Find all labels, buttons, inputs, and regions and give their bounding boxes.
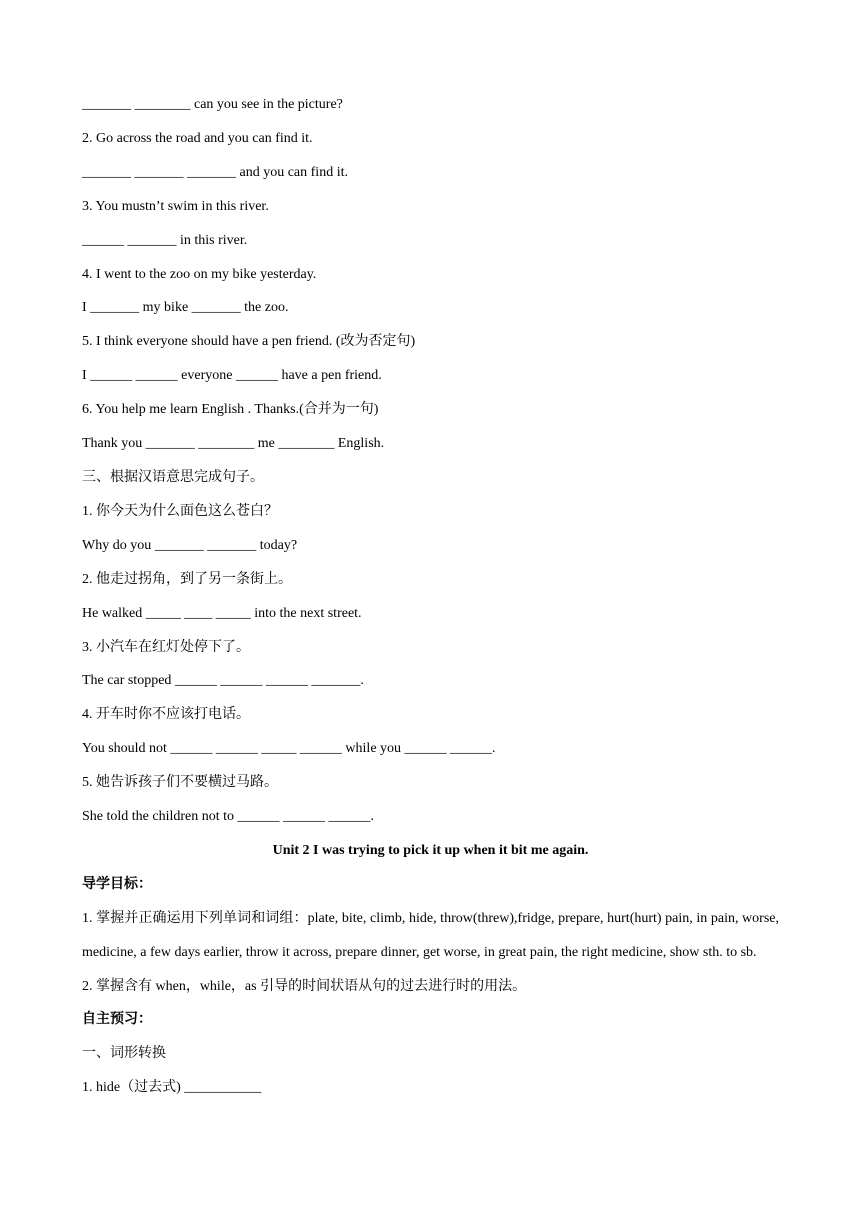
fill-blank-line-3: ______ _______ in this river. (82, 232, 248, 248)
section-heading-3: 三、根据汉语意思完成句子。 (82, 469, 264, 485)
fill-blank-line-2: _______ _______ _______ and you can find it. (82, 164, 348, 180)
exercise-item-4: 4. I went to the zoo on my bike yesterday. (82, 266, 317, 282)
word-form-item-1: 1. hide（过去式) ___________ (82, 1080, 262, 1096)
goals-heading: 导学目标： (82, 876, 152, 892)
fill-blank-line-1: _______ ________ can you see in the picture? (82, 97, 343, 112)
section-heading-1: 一、词形转换 (82, 1046, 166, 1062)
exercise-item-5: 5. I think everyone should have a pen friend. (改为否定句) (82, 334, 416, 350)
goal-item-2: 2. 掌握含有 when，while，as 引导的时间状语从句的过去进行时的用法。 (82, 978, 527, 994)
translation-prompt-2: 2. 他走过拐角，到了另一条街上。 (82, 571, 292, 587)
exercise-item-3: 3. You mustn’t swim in this river. (82, 198, 269, 214)
translation-prompt-5: 5. 她告诉孩子们不要横过马路。 (82, 775, 278, 791)
goal-item-1: 1. 掌握并正确运用下列单词和词组：plate, bite, climb, hide, throw(threw),fridge, prepare, hurt(hurt) pain, in pain, worse, medicine, a few days earlier, throw it across, prepare dinner, get worse, in great pain, the right medicine, show sth. to sb. (82, 910, 779, 960)
fill-blank-line-4: I _______ my bike _______ the zoo. (82, 300, 289, 316)
translation-blank-4: You should not ______ ______ _____ ______ while you ______ ______. (82, 741, 496, 757)
translation-blank-2: He walked _____ ____ _____ into the next street. (82, 605, 362, 621)
unit-title: Unit 2 I was trying to pick it up when it bit me again. (272, 842, 589, 858)
exercise-item-6: 6. You help me learn English . Thanks.(合并为一句) (82, 402, 379, 418)
translation-prompt-1: 1. 你今天为什么面色这么苍白？ (82, 503, 278, 519)
translation-blank-1: Why do you _______ _______ today? (82, 537, 298, 553)
document-page (82, 88, 779, 1105)
translation-prompt-4: 4. 开车时你不应该打电话。 (82, 707, 250, 723)
translation-blank-5: She told the children not to ______ ______ ______. (82, 809, 375, 825)
translation-prompt-3: 3. 小汽车在红灯处停下了。 (82, 639, 250, 655)
exercise-item-2: 2. Go across the road and you can find it. (82, 130, 313, 146)
preview-heading: 自主预习： (82, 1012, 152, 1028)
translation-blank-3: The car stopped ______ ______ ______ _______. (82, 673, 364, 689)
fill-blank-line-6: Thank you _______ ________ me ________ English. (82, 436, 385, 452)
fill-blank-line-5: I ______ ______ everyone ______ have a pen friend. (82, 368, 382, 384)
